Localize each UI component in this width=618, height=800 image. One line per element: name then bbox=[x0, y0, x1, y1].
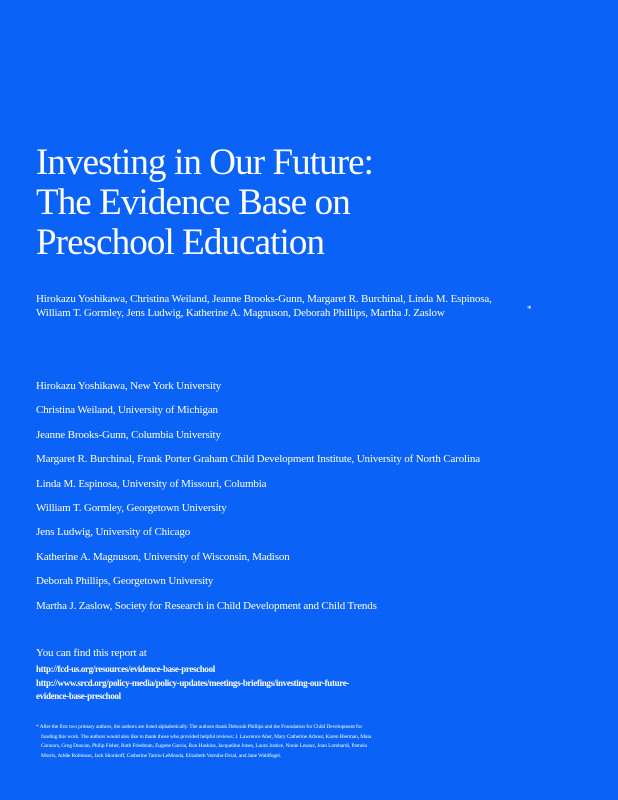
srcd-report-link-line-1[interactable]: http://www.srcd.org/policy-media/policy-updates/meetings-briefings/investing-our-future- bbox=[36, 677, 350, 688]
affiliation-item: Martha J. Zaslow, Society for Research in Child Development and Child Trends bbox=[36, 599, 377, 612]
affiliation-item: Hirokazu Yoshikawa, New York University bbox=[36, 380, 222, 392]
affiliation-item: Jeanne Brooks-Gunn, Columbia University bbox=[36, 428, 221, 441]
title-line-1: Investing in Our Future: bbox=[36, 142, 374, 183]
footnote-line-1: * After the first two primary authors, the authors are listed alphabetically. The authors thank Deborah Phillips and the Foundation for Child Development for bbox=[36, 724, 363, 730]
acknowledgements-footnote bbox=[36, 723, 396, 761]
srcd-report-link-line-2[interactable]: evidence-base-preschool bbox=[36, 691, 121, 701]
author-list bbox=[36, 292, 596, 320]
footnote-mark: * bbox=[527, 304, 532, 314]
affiliation-item: Margaret R. Burchinal, Frank Porter Graham Child Development Institute, University of North Carolina bbox=[36, 453, 480, 466]
affiliation-item: Jens Ludwig, University of Chicago bbox=[36, 526, 191, 539]
fcd-report-link[interactable]: http://fcd-us.org/resources/evidence-base-preschool bbox=[36, 664, 215, 674]
title-line-2: The Evidence Base on bbox=[36, 182, 350, 223]
report-location-label: You can find this report at bbox=[36, 647, 147, 659]
footnote-line-3: Connors, Greg Duncan, Philip Fisher, Ruth Friedman, Eugene Garcia, Ron Haskins, Jacqueline Jones, Laura Justice, Nonie Lesaux, Joan Lombardi, Pamela bbox=[41, 743, 367, 750]
affiliation-item: Katherine A. Magnuson, University of Wisconsin, Madison bbox=[36, 550, 290, 563]
title-line-3: Preschool Education bbox=[36, 222, 325, 263]
affiliation-item: Linda M. Espinosa, University of Missouri, Columbia bbox=[36, 477, 267, 490]
report-links bbox=[36, 663, 349, 704]
affiliation-list bbox=[36, 379, 480, 623]
report-title bbox=[36, 143, 456, 263]
footnote-line-2: funding this work. The authors would also like to thank those who provided helpful reviews: J. Lawrence Aber, Mary Catherine Arbour, Karen Bierman, Maia bbox=[41, 733, 372, 740]
author-list-line-1: Hirokazu Yoshikawa, Christina Weiland, Jeanne Brooks-Gunn, Margaret R. Burchinal, Linda M. Espinosa, bbox=[36, 293, 492, 305]
author-list-line-2: William T. Gormley, Jens Ludwig, Katherine A. Magnuson, Deborah Phillips, Martha J. Zaslow bbox=[36, 307, 445, 319]
footnote-line-4: Morris, Addie Robinson, Jack Shonkoff, Catherine Tamis-LeMonda, Elizabeth Votruba-Drzal, and Jane Waldfogel. bbox=[41, 752, 282, 759]
affiliation-item: Christina Weiland, University of Michigan bbox=[36, 404, 218, 417]
affiliation-item: William T. Gormley, Georgetown University bbox=[36, 501, 227, 514]
affiliation-item: Deborah Phillips, Georgetown University bbox=[36, 575, 214, 588]
